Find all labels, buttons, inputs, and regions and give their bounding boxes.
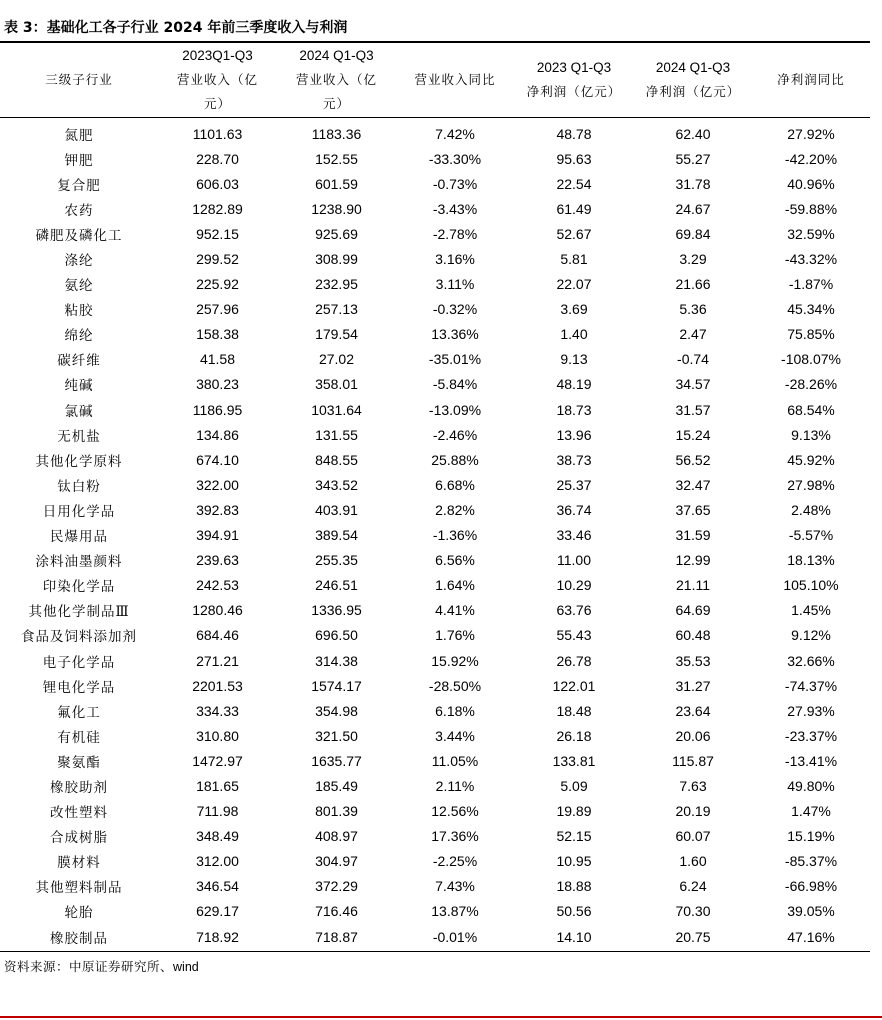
- profit-yoy-cell: 1.47%: [791, 803, 831, 820]
- revenue-2023-cell: 41.58: [199, 351, 236, 368]
- profit-yoy-cell: 15.19%: [787, 828, 835, 845]
- profit-yoy-cell: 27.93%: [787, 702, 835, 719]
- table-title: 表 3：基础化工各子行业 2024 年前三季度收入与利润: [4, 20, 348, 36]
- profit-2023-cell: 26.78: [556, 652, 592, 669]
- profit-2024-cell: 6.24: [679, 878, 707, 895]
- revenue-2023-cell: 392.83: [196, 501, 239, 518]
- profit-2024-cell: 7.63: [679, 777, 707, 794]
- revenue-2023-cell: 952.15: [196, 225, 239, 242]
- revenue-yoy-cell: -33.30%: [428, 150, 482, 167]
- profit-yoy-cell: -23.37%: [784, 727, 838, 744]
- subindustry-name: 其他塑料制品: [35, 880, 123, 897]
- subindustry-name: 其他化学原料: [35, 453, 123, 470]
- profit-2024-cell: 34.57: [675, 376, 711, 393]
- profit-2023-cell: 26.18: [556, 727, 592, 744]
- profit-2023-cell: 38.73: [556, 451, 592, 468]
- revenue-yoy-cell: -2.25%: [432, 853, 478, 870]
- table-row: [0, 472, 870, 497]
- profit-2023-cell: 36.74: [556, 501, 592, 518]
- profit-2024-cell: 32.47: [675, 476, 711, 493]
- revenue-2024-cell: 696.50: [315, 627, 358, 644]
- revenue-2024-cell: 925.69: [315, 225, 358, 242]
- revenue-2024-cell: 179.54: [315, 326, 358, 343]
- revenue-2024-cell: 343.52: [315, 476, 358, 493]
- revenue-yoy-cell: 2.82%: [435, 501, 475, 518]
- revenue-2024-cell: 314.38: [315, 652, 358, 669]
- profit-2023-cell: 33.46: [556, 527, 592, 544]
- profit-yoy-cell: -13.41%: [784, 752, 838, 769]
- subindustry-name: 橡胶助剂: [50, 779, 108, 796]
- profit-2023-cell: 14.10: [556, 928, 592, 945]
- revenue-2023-cell: 346.54: [196, 878, 239, 895]
- profit-2024-cell: 70.30: [675, 903, 711, 920]
- profit-2024-cell: 12.99: [675, 552, 711, 569]
- subindustry-name: 食品及饲料添加剂: [21, 629, 137, 646]
- revenue-2023-cell: 1101.63: [192, 125, 243, 142]
- footer-line: [0, 1016, 882, 1018]
- subindustry-name: 其他化学制品Ⅲ: [28, 604, 130, 621]
- revenue-yoy-cell: 3.16%: [435, 251, 475, 268]
- revenue-2023-cell: 348.49: [196, 828, 239, 845]
- revenue-yoy-cell: -13.09%: [428, 401, 482, 418]
- header-rule: [0, 117, 870, 118]
- revenue-2024-cell: 255.35: [315, 552, 358, 569]
- revenue-2024-cell: 358.01: [315, 376, 358, 393]
- profit-yoy-cell: -59.88%: [784, 200, 838, 217]
- subindustry-name: 轮胎: [64, 905, 94, 922]
- revenue-2024-cell: 718.87: [315, 928, 358, 945]
- table-row: [0, 171, 870, 196]
- source-note: [4, 957, 199, 975]
- profit-2023-cell: 18.48: [556, 702, 592, 719]
- table-row: [0, 648, 870, 673]
- table-row: [0, 773, 870, 798]
- table-row: [0, 548, 870, 573]
- revenue-2023-cell: 225.92: [196, 276, 239, 293]
- profit-2023-cell: 48.78: [556, 125, 592, 142]
- profit-2023-cell: 22.54: [556, 175, 592, 192]
- table-row: [0, 447, 870, 472]
- table-row: [0, 497, 870, 522]
- profit-2023-cell: 122.01: [552, 677, 596, 694]
- profit-yoy-cell: -108.07%: [781, 351, 841, 368]
- revenue-yoy-cell: -0.01%: [432, 928, 478, 945]
- revenue-yoy-cell: 7.42%: [435, 125, 475, 142]
- table-row: [0, 146, 870, 171]
- header-profit-2024: 2024 Q1-Q3 净利润（亿元）: [645, 60, 741, 99]
- table-row: [0, 121, 870, 146]
- profit-yoy-cell: -43.32%: [784, 251, 838, 268]
- table-row: [0, 899, 870, 924]
- profit-2024-cell: 55.27: [675, 150, 711, 167]
- revenue-yoy-cell: -28.50%: [428, 677, 482, 694]
- revenue-yoy-cell: -2.78%: [432, 225, 478, 242]
- revenue-2024-cell: 601.59: [315, 175, 358, 192]
- table-row: [0, 196, 870, 221]
- profit-2024-cell: 5.36: [679, 301, 707, 318]
- revenue-yoy-cell: 1.76%: [435, 627, 475, 644]
- profit-yoy-cell: 18.13%: [787, 552, 835, 569]
- revenue-yoy-cell: -5.84%: [432, 376, 478, 393]
- subindustry-name: 日用化学品: [42, 503, 116, 520]
- subindustry-name: 膜材料: [57, 855, 101, 872]
- subindustry-name: 改性塑料: [50, 805, 108, 822]
- revenue-yoy-cell: 15.92%: [431, 652, 479, 669]
- revenue-2024-cell: 257.13: [315, 301, 358, 318]
- revenue-2023-cell: 2201.53: [192, 677, 243, 694]
- profit-yoy-cell: 47.16%: [787, 928, 835, 945]
- profit-2023-cell: 5.81: [560, 251, 588, 268]
- revenue-2023-cell: 394.91: [196, 527, 239, 544]
- table-row: [0, 573, 870, 598]
- profit-2024-cell: 20.75: [675, 928, 711, 945]
- table-row: [0, 297, 870, 322]
- profit-2024-cell: 115.87: [672, 752, 714, 769]
- header-subindustry: 三级子行业: [45, 72, 113, 87]
- revenue-yoy-cell: 6.18%: [435, 702, 475, 719]
- profit-yoy-cell: -1.87%: [788, 276, 834, 293]
- profit-2023-cell: 52.15: [556, 828, 592, 845]
- subindustry-name: 绵纶: [64, 328, 94, 345]
- revenue-2023-cell: 271.21: [196, 652, 239, 669]
- table-row: [0, 221, 870, 246]
- profit-2024-cell: 15.24: [675, 426, 711, 443]
- profit-2023-cell: 1.40: [560, 326, 588, 343]
- table-row: [0, 799, 870, 824]
- revenue-yoy-cell: 2.11%: [435, 777, 475, 794]
- header-revenue-2023: 2023Q1-Q3 营业收入（亿 元）: [176, 48, 258, 111]
- revenue-2024-cell: 372.29: [315, 878, 358, 895]
- revenue-yoy-cell: 13.36%: [431, 326, 479, 343]
- profit-2023-cell: 3.69: [560, 301, 588, 318]
- profit-2023-cell: 50.56: [556, 903, 592, 920]
- profit-2024-cell: 31.78: [675, 175, 711, 192]
- subindustry-name: 粘胶: [64, 303, 94, 320]
- table-row: [0, 623, 870, 648]
- profit-yoy-cell: 40.96%: [787, 175, 835, 192]
- revenue-2023-cell: 711.98: [196, 803, 239, 820]
- subindustry-name: 民爆用品: [50, 529, 108, 546]
- profit-2024-cell: 37.65: [675, 501, 711, 518]
- bottom-rule: [0, 951, 870, 952]
- revenue-2024-cell: 1635.77: [311, 752, 362, 769]
- revenue-2024-cell: 716.46: [315, 903, 358, 920]
- revenue-2023-cell: 181.65: [196, 777, 239, 794]
- revenue-yoy-cell: 25.88%: [431, 451, 479, 468]
- subindustry-name: 钾肥: [64, 152, 94, 169]
- profit-yoy-cell: 45.92%: [787, 451, 835, 468]
- revenue-2023-cell: 334.33: [196, 702, 239, 719]
- profit-2024-cell: 60.48: [675, 627, 711, 644]
- source-prefix: 资料来源：中原证券研究所、: [4, 959, 174, 974]
- revenue-2024-cell: 152.55: [315, 150, 358, 167]
- subindustry-name: 有机硅: [57, 729, 101, 746]
- profit-yoy-cell: 45.34%: [787, 301, 835, 318]
- header-profit-yoy: 净利润同比: [777, 72, 845, 87]
- profit-yoy-cell: 1.45%: [791, 602, 831, 619]
- subindustry-name: 复合肥: [57, 177, 101, 194]
- revenue-2023-cell: 158.38: [196, 326, 239, 343]
- table-row: [0, 523, 870, 548]
- profit-2024-cell: 20.06: [675, 727, 711, 744]
- subindustry-name: 涂料油墨颜料: [35, 554, 123, 571]
- profit-yoy-cell: 9.12%: [791, 627, 831, 644]
- profit-2023-cell: 48.19: [556, 376, 592, 393]
- revenue-yoy-cell: 1.64%: [435, 577, 475, 594]
- table-row: [0, 673, 870, 698]
- revenue-2024-cell: 1183.36: [311, 125, 362, 142]
- revenue-yoy-cell: 7.43%: [435, 878, 475, 895]
- revenue-yoy-cell: -1.36%: [432, 527, 478, 544]
- profit-yoy-cell: 27.98%: [787, 476, 835, 493]
- table-row: [0, 874, 870, 899]
- profit-2023-cell: 5.09: [560, 777, 588, 794]
- table-row: [0, 397, 870, 422]
- profit-2023-cell: 95.63: [556, 150, 592, 167]
- profit-2023-cell: 10.95: [556, 853, 592, 870]
- profit-2024-cell: 1.60: [679, 853, 707, 870]
- subindustry-name: 碳纤维: [57, 353, 101, 370]
- profit-2023-cell: 19.89: [556, 803, 592, 820]
- subindustry-name: 聚氨酯: [57, 754, 101, 771]
- revenue-2024-cell: 308.99: [315, 251, 358, 268]
- profit-yoy-cell: 68.54%: [787, 401, 835, 418]
- subindustry-name: 橡胶制品: [50, 930, 108, 947]
- table-body: [0, 121, 870, 949]
- profit-yoy-cell: 49.80%: [787, 777, 835, 794]
- revenue-2024-cell: 389.54: [315, 527, 358, 544]
- revenue-2023-cell: 1186.95: [192, 401, 243, 418]
- revenue-2023-cell: 322.00: [196, 476, 239, 493]
- revenue-2023-cell: 239.63: [196, 552, 239, 569]
- profit-2024-cell: -0.74: [677, 351, 709, 368]
- profit-2023-cell: 22.07: [556, 276, 592, 293]
- revenue-2023-cell: 257.96: [196, 301, 239, 318]
- revenue-2024-cell: 354.98: [315, 702, 358, 719]
- revenue-yoy-cell: 3.44%: [435, 727, 475, 744]
- profit-2024-cell: 3.29: [679, 251, 707, 268]
- revenue-2024-cell: 185.49: [315, 777, 358, 794]
- header-profit-2023: 2023 Q1-Q3 净利润（亿元）: [526, 60, 622, 99]
- revenue-yoy-cell: 6.68%: [435, 476, 475, 493]
- revenue-yoy-cell: 6.56%: [435, 552, 475, 569]
- revenue-2024-cell: 27.02: [318, 351, 355, 368]
- profit-yoy-cell: -66.98%: [784, 878, 838, 895]
- profit-yoy-cell: 39.05%: [787, 903, 835, 920]
- profit-2024-cell: 2.47: [679, 326, 707, 343]
- revenue-2023-cell: 310.80: [196, 727, 239, 744]
- revenue-2023-cell: 299.52: [196, 251, 239, 268]
- profit-2024-cell: 62.40: [675, 125, 711, 142]
- header-revenue-2024: 2024 Q1-Q3 营业收入（亿 元）: [295, 48, 377, 111]
- data-table: [0, 43, 870, 949]
- profit-2023-cell: 18.88: [556, 878, 592, 895]
- profit-yoy-cell: -28.26%: [784, 376, 838, 393]
- revenue-yoy-cell: 11.05%: [431, 752, 479, 769]
- revenue-yoy-cell: 17.36%: [431, 828, 479, 845]
- revenue-yoy-cell: 12.56%: [431, 803, 479, 820]
- table-row: [0, 372, 870, 397]
- table-row: [0, 246, 870, 271]
- table-row: [0, 322, 870, 347]
- profit-yoy-cell: 27.92%: [787, 125, 835, 142]
- revenue-2024-cell: 408.97: [315, 828, 358, 845]
- revenue-2023-cell: 380.23: [196, 376, 239, 393]
- profit-yoy-cell: 32.59%: [787, 225, 835, 242]
- profit-yoy-cell: -42.20%: [784, 150, 838, 167]
- revenue-2024-cell: 1238.90: [311, 200, 362, 217]
- subindustry-name: 氮肥: [64, 127, 94, 144]
- revenue-2024-cell: 403.91: [315, 501, 358, 518]
- profit-2023-cell: 18.73: [556, 401, 592, 418]
- profit-2024-cell: 31.59: [675, 527, 711, 544]
- subindustry-name: 印染化学品: [42, 579, 116, 596]
- subindustry-name: 合成树脂: [50, 830, 108, 847]
- table-row: [0, 698, 870, 723]
- revenue-yoy-cell: -35.01%: [428, 351, 482, 368]
- table-row: [0, 598, 870, 623]
- profit-yoy-cell: 75.85%: [787, 326, 835, 343]
- revenue-2023-cell: 684.46: [196, 627, 239, 644]
- subindustry-name: 氟化工: [57, 704, 101, 721]
- subindustry-name: 无机盐: [57, 428, 101, 445]
- profit-2023-cell: 10.29: [556, 577, 592, 594]
- source-suffix: wind: [173, 960, 199, 974]
- profit-2023-cell: 13.96: [556, 426, 592, 443]
- header-revenue-yoy: 营业收入同比: [414, 72, 496, 87]
- profit-2024-cell: 56.52: [675, 451, 711, 468]
- profit-2023-cell: 11.00: [557, 552, 591, 569]
- profit-2024-cell: 21.66: [675, 276, 711, 293]
- profit-yoy-cell: -74.37%: [784, 677, 838, 694]
- table-row: [0, 272, 870, 297]
- revenue-2023-cell: 1280.46: [192, 602, 243, 619]
- table-row: [0, 347, 870, 372]
- subindustry-name: 氯碱: [64, 403, 94, 420]
- profit-2024-cell: 23.64: [675, 702, 711, 719]
- table-row: [0, 748, 870, 773]
- profit-2024-cell: 64.69: [675, 602, 711, 619]
- subindustry-name: 氨纶: [64, 278, 94, 295]
- profit-yoy-cell: -85.37%: [784, 853, 838, 870]
- subindustry-name: 钛白粉: [57, 478, 101, 495]
- revenue-2023-cell: 242.53: [196, 577, 239, 594]
- table-row: [0, 924, 870, 949]
- subindustry-name: 纯碱: [64, 378, 94, 395]
- profit-2024-cell: 20.19: [675, 803, 711, 820]
- subindustry-name: 农药: [64, 202, 94, 219]
- revenue-2024-cell: 321.50: [315, 727, 358, 744]
- profit-2023-cell: 61.49: [556, 200, 592, 217]
- revenue-2024-cell: 232.95: [315, 276, 358, 293]
- revenue-2023-cell: 718.92: [196, 928, 239, 945]
- revenue-2023-cell: 1472.97: [192, 752, 243, 769]
- profit-2023-cell: 25.37: [556, 476, 592, 493]
- subindustry-name: 锂电化学品: [42, 679, 116, 696]
- profit-2024-cell: 35.53: [675, 652, 711, 669]
- table-row: [0, 824, 870, 849]
- table-row: [0, 422, 870, 447]
- profit-2023-cell: 55.43: [556, 627, 592, 644]
- revenue-2024-cell: 1574.17: [311, 677, 362, 694]
- revenue-2024-cell: 801.39: [315, 803, 358, 820]
- revenue-2023-cell: 1282.89: [192, 200, 243, 217]
- revenue-2023-cell: 629.17: [196, 903, 239, 920]
- revenue-2023-cell: 674.10: [196, 451, 239, 468]
- revenue-yoy-cell: -3.43%: [432, 200, 478, 217]
- profit-yoy-cell: 9.13%: [791, 426, 831, 443]
- revenue-2024-cell: 1031.64: [311, 401, 362, 418]
- profit-2023-cell: 133.81: [552, 752, 596, 769]
- profit-2023-cell: 63.76: [556, 602, 592, 619]
- profit-2023-cell: 52.67: [556, 225, 592, 242]
- profit-yoy-cell: 32.66%: [787, 652, 835, 669]
- table-header: [0, 43, 870, 121]
- revenue-yoy-cell: 3.11%: [435, 276, 475, 293]
- subindustry-name: 涤纶: [64, 253, 94, 270]
- revenue-2023-cell: 312.00: [196, 853, 239, 870]
- revenue-2024-cell: 304.97: [315, 853, 358, 870]
- profit-2024-cell: 69.84: [675, 225, 711, 242]
- revenue-2024-cell: 131.55: [315, 426, 358, 443]
- profit-2024-cell: 31.57: [675, 401, 711, 418]
- table-row: [0, 849, 870, 874]
- profit-2024-cell: 21.11: [676, 577, 710, 594]
- revenue-yoy-cell: -0.32%: [432, 301, 478, 318]
- revenue-2023-cell: 606.03: [196, 175, 239, 192]
- revenue-2024-cell: 246.51: [315, 577, 358, 594]
- revenue-2023-cell: 134.86: [196, 426, 239, 443]
- profit-2024-cell: 60.07: [675, 828, 711, 845]
- table-row: [0, 723, 870, 748]
- revenue-yoy-cell: 13.87%: [431, 903, 479, 920]
- subindustry-name: 电子化学品: [42, 654, 116, 671]
- revenue-yoy-cell: -0.73%: [432, 175, 478, 192]
- profit-yoy-cell: 105.10%: [783, 577, 839, 594]
- profit-2023-cell: 9.13: [560, 351, 588, 368]
- revenue-2024-cell: 1336.95: [311, 602, 362, 619]
- profit-2024-cell: 24.67: [675, 200, 711, 217]
- revenue-2024-cell: 848.55: [315, 451, 358, 468]
- revenue-yoy-cell: 4.41%: [435, 602, 475, 619]
- revenue-yoy-cell: -2.46%: [432, 426, 478, 443]
- revenue-2023-cell: 228.70: [196, 150, 239, 167]
- profit-yoy-cell: 2.48%: [791, 501, 831, 518]
- profit-2024-cell: 31.27: [675, 677, 711, 694]
- profit-yoy-cell: -5.57%: [788, 527, 834, 544]
- subindustry-name: 磷肥及磷化工: [35, 227, 123, 244]
